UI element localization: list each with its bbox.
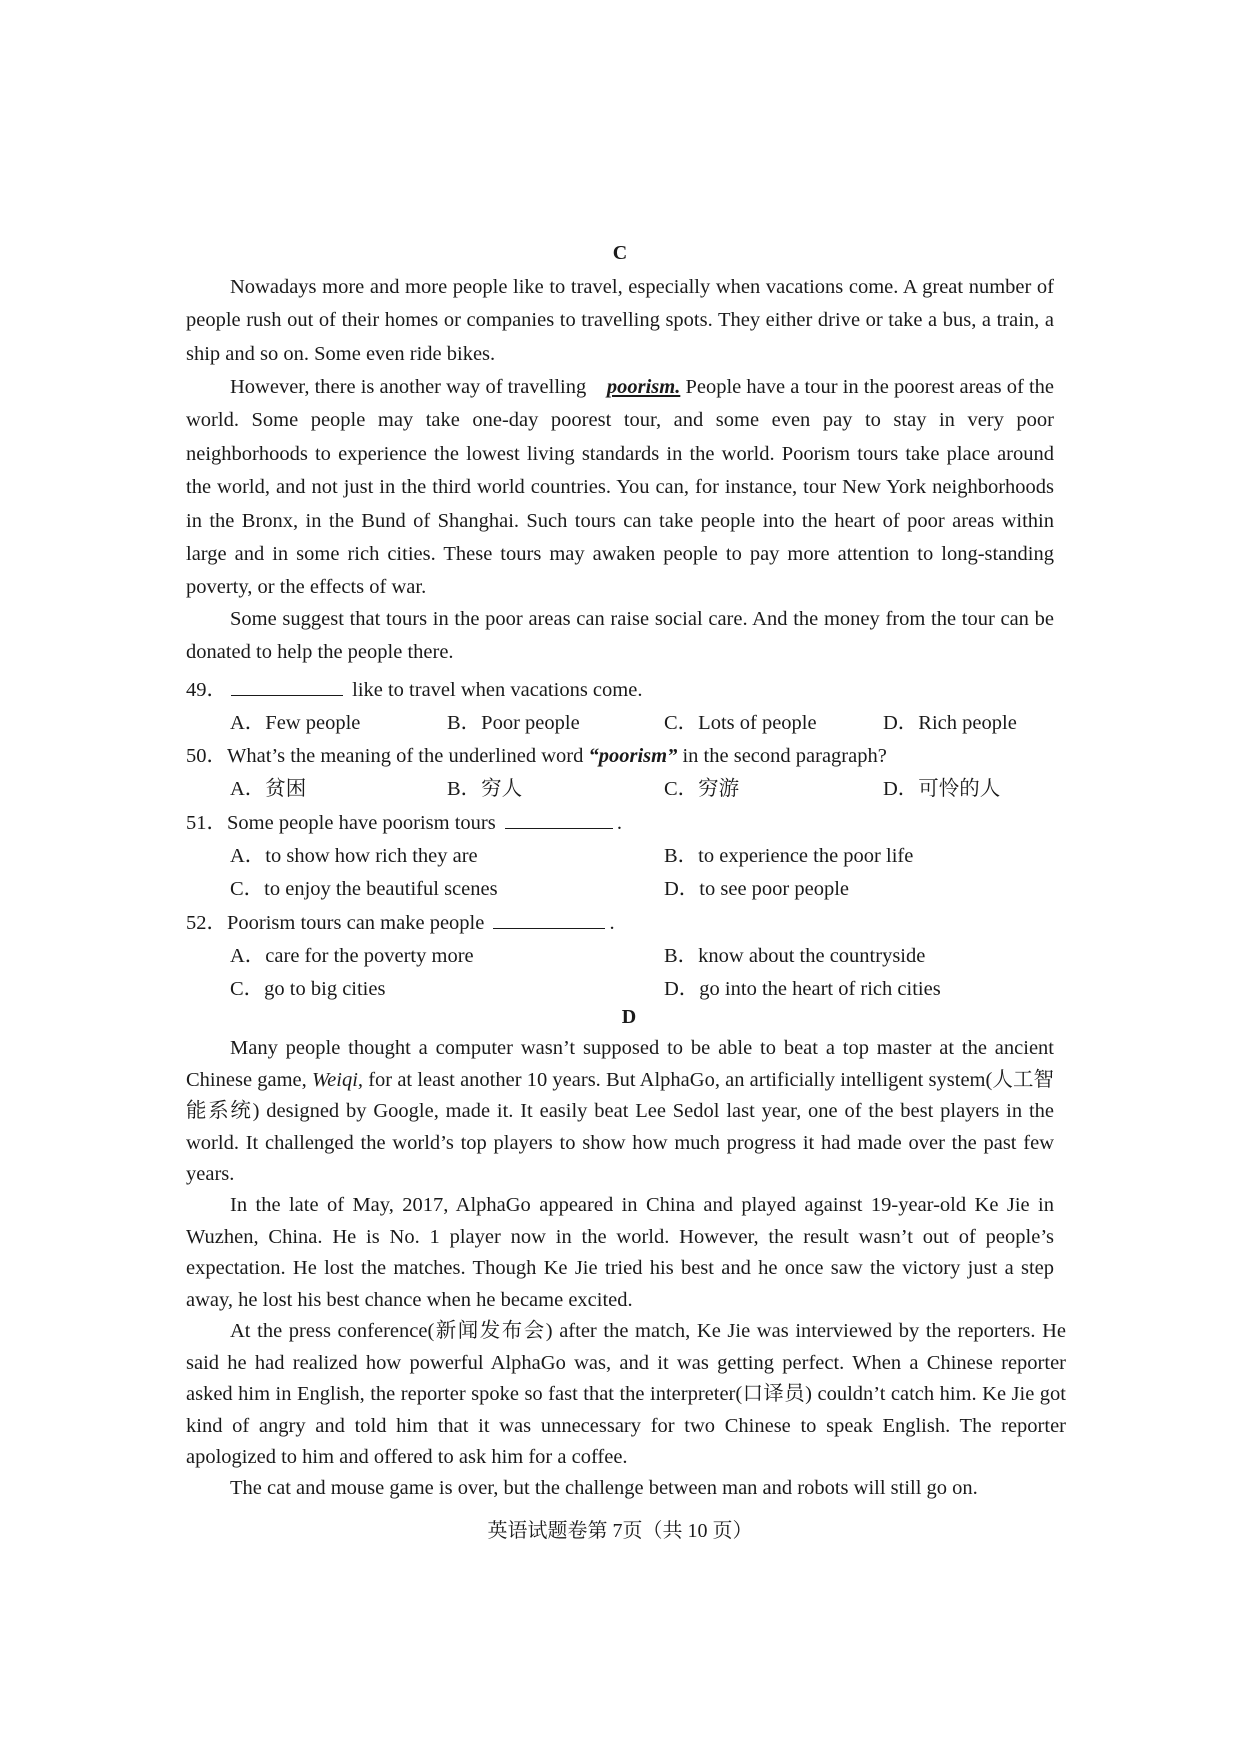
answer-blank — [231, 679, 343, 696]
paragraph-2-lead: However, there is another way of travelling — [230, 376, 587, 398]
question-stem-end: . — [609, 912, 615, 934]
option-c: C．to enjoy the beautiful scenes — [230, 878, 498, 900]
question-52 — [186, 905, 615, 935]
section-d-paragraph-1 — [186, 1033, 1054, 1191]
question-stem-end: in the second paragraph? — [682, 745, 887, 767]
section-c-paragraph-2 — [186, 371, 1054, 605]
question-number: 50． — [186, 745, 227, 767]
section-c-paragraph-3: Some suggest that tours in the poor areas can raise social care. And the money from the tour can be donated to help the people there. — [186, 608, 1054, 664]
question-stem: Poorism tours can make people — [227, 912, 485, 934]
question-51 — [186, 805, 622, 835]
option-a: A．to show how rich they are — [230, 845, 478, 867]
option-a: A．Few people — [230, 712, 361, 734]
option-a: A．care for the poverty more — [230, 945, 474, 967]
option-b: B．know about the countryside — [664, 945, 926, 967]
weiqi-term: Weiqi, — [311, 1068, 364, 1091]
option-d: D．Rich people — [883, 712, 1017, 734]
section-c-heading: C — [612, 242, 628, 264]
question-stem-end: . — [616, 812, 622, 834]
question-number: 52． — [186, 912, 227, 934]
option-c: C．穷游 — [664, 778, 740, 800]
section-d-heading: D — [621, 1006, 637, 1028]
question-number: 49． — [186, 679, 227, 701]
section-d-paragraph-4: The cat and mouse game is over, but the challenge between man and robots will still go on. — [230, 1477, 978, 1499]
answer-blank — [493, 912, 605, 929]
option-a: A．贫困 — [230, 778, 307, 800]
question-stem: Some people have poorism tours — [227, 812, 496, 834]
option-c: C．Lots of people — [664, 712, 817, 734]
underlined-word-poorism: poorism. — [606, 376, 681, 398]
option-c: C．go to big cities — [230, 978, 386, 1000]
option-d: D．go into the heart of rich cities — [664, 978, 941, 1000]
paragraph-2-body: People have a tour in the poorest areas of the world. Some people may take one-day poorest tour, and some even pay to stay in very poor neighborhoods to experience the lowest living standards in the world. Poorism tours take place around the world, and not just in the third world countries. You can, for instance, tour New York neighborhoods in the Bronx, in the Bund of Shanghai. Such tours can take people into the heart of poor areas within large and in some rich cities. These tours may awaken people to pay more attention to long-standing poverty, or the effects of war. — [186, 376, 1055, 599]
paragraph-1-body: for at least another 10 years. But AlphaGo, an artificially intelligent system(人工智能系统) designed by Google, made it. It easily beat Lee Sedol last year, one of the best players in the world. It challenged the world’s top players to show how much progress it had made over the past few years. — [186, 1068, 1055, 1185]
question-number: 51． — [186, 812, 227, 834]
question-50 — [186, 738, 887, 768]
option-d: D．可怜的人 — [883, 778, 1001, 800]
paragraph-1-lead: Many people thought a computer wasn’t supposed to be able to beat a top master at the ancient Chinese game, — [186, 1037, 1054, 1091]
answer-blank — [505, 812, 613, 829]
section-c-paragraph-1: Nowadays more and more people like to travel, especially when vacations come. A great number of people rush out of their homes or companies to travelling spots. They either drive or take a bus, a train, a ship and so on. Some even ride bikes. — [186, 276, 1054, 365]
option-b: B．to experience the poor life — [664, 845, 914, 867]
quoted-word-poorism: “poorism” — [588, 745, 678, 767]
question-49 — [186, 672, 642, 702]
option-d: D．to see poor people — [664, 878, 850, 900]
section-d-paragraph-3: At the press conference(新闻发布会) after the match, Ke Jie was interviewed by the reporters. He said he had realized how powerful AlphaGo was, and it was getting perfect. When a Chinese reporter asked him in English, the reporter spoke so fast that the interpreter(口译员) couldn’t catch him. Ke Jie got kind of angry and told him that it was unnecessary for two Chinese to speak English. The reporter apologized to him and offered to ask him for a coffee. — [186, 1320, 1066, 1468]
section-d-paragraph-2: In the late of May, 2017, AlphaGo appeared in China and played against 19-year-old Ke Jie in Wuzhen, China. He is No. 1 player now in the world. However, the result wasn’t out of people’s expectation. He lost the matches. Though Ke Jie tried his best and he once saw the victory just a step away, he lost his best chance when he became excited. — [186, 1194, 1054, 1311]
page-footer: 英语试题卷第 7页（共 10 页） — [487, 1520, 753, 1542]
option-b: B．穷人 — [447, 778, 523, 800]
option-b: B．Poor people — [447, 712, 580, 734]
question-stem: like to travel when vacations come. — [352, 679, 643, 701]
question-stem-lead: What’s the meaning of the underlined word — [227, 745, 584, 767]
